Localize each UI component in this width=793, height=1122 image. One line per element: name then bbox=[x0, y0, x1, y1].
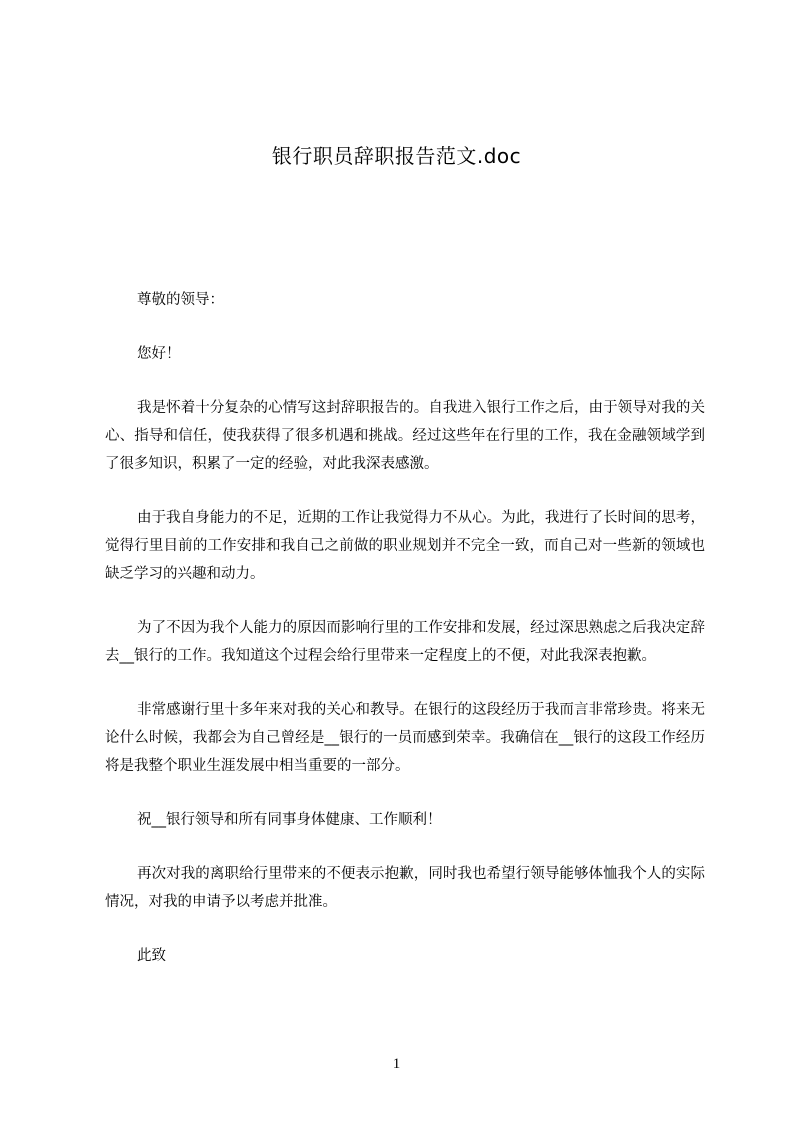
document-body bbox=[105, 286, 705, 996]
closing-line: 此致 bbox=[137, 948, 166, 964]
body-paragraph: 为了不因为我个人能力的原因而影响行里的工作安排和发展，经过深思熟虑之后我决定辞去__银行的工作。我知道这个过程会给行里带来一定程度上的不便，对此我深表抱歉。 bbox=[105, 620, 705, 664]
greeting: 您好！ bbox=[137, 346, 181, 362]
document-title: 银行职员辞职报告范文.doc bbox=[271, 144, 522, 168]
body-paragraph: 再次对我的离职给行里带来的不便表示抱歉，同时我也希望行领导能够体恤我个人的实际情况，对我的申请予以考虑并批准。 bbox=[105, 866, 705, 910]
body-paragraph: 由于我自身能力的不足，近期的工作让我觉得力不从心。为此，我进行了长时间的思考，觉得行里目前的工作安排和我自己之前做的职业规划并不完全一致，而自己对一些新的领域也缺乏学习的兴趣和动力。 bbox=[105, 510, 705, 582]
page-number: 1 bbox=[392, 1056, 401, 1072]
salutation: 尊敬的领导： bbox=[137, 292, 224, 308]
body-paragraph: 非常感谢行里十多年来对我的关心和教导。在银行的这段经历于我而言非常珍贵。将来无论什么时候，我都会为自己曾经是__银行的一员而感到荣幸。我确信在__银行的这段工作经历将是我整个职业生涯发展中相当重要的一部分。 bbox=[105, 702, 705, 774]
body-paragraph: 我是怀着十分复杂的心情写这封辞职报告的。自我进入银行工作之后，由于领导对我的关心、指导和信任，使我获得了很多机遇和挑战。经过这些年在行里的工作，我在金融领域学到了很多知识，积累了一定的经验，对此我深表感激。 bbox=[105, 400, 705, 472]
wishes-line: 祝__银行领导和所有同事身体健康、工作顺利！ bbox=[137, 812, 442, 828]
